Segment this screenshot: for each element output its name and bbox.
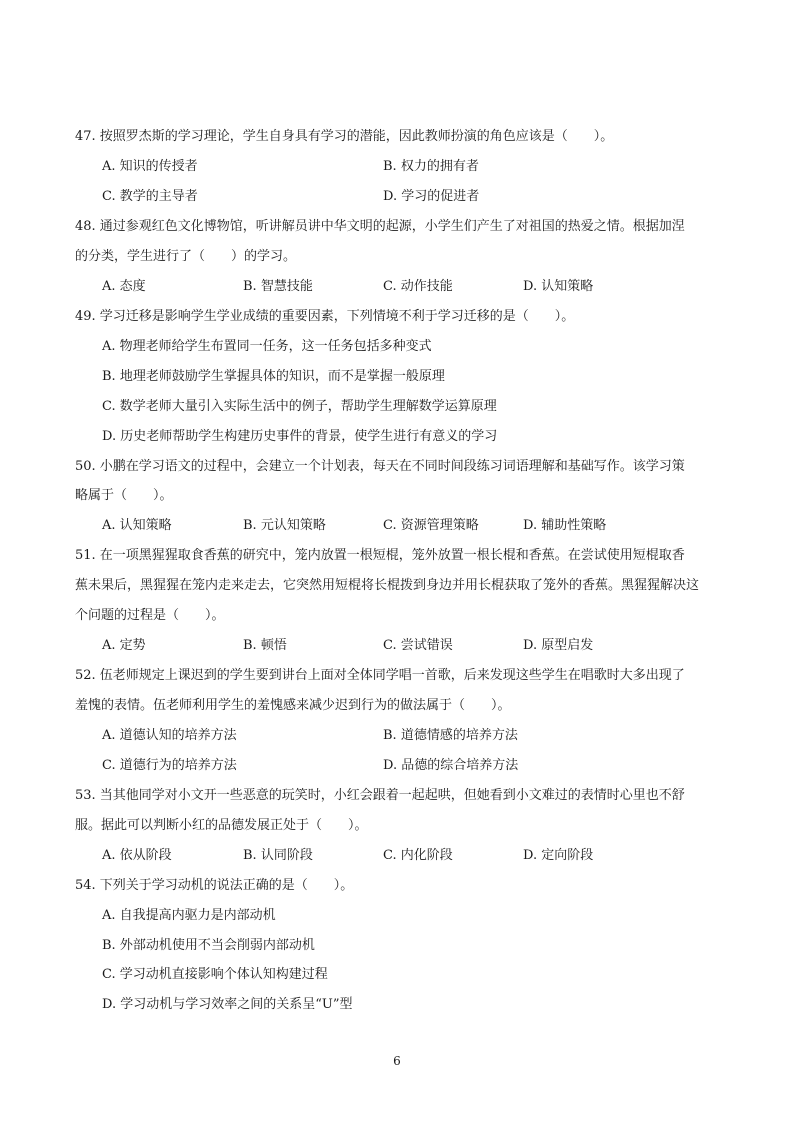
question-stem: 50. 小鹏在学习语文的过程中，会建立一个计划表，每天在不同时间段练习词语理解和基础写作。该学习策 (75, 459, 685, 474)
question-stem: 49. 学习迁移是影响学生学业成绩的重要因素，下列情境不利于学习迁移的是（ ）。 (75, 309, 575, 324)
option-d: D. 品德的综合培养方法 (383, 758, 519, 773)
question-stem: 羞愧的表情。伍老师利用学生的羞愧感来减少迟到行为的做法属于（ ）。 (75, 698, 511, 713)
option-d: D. 定向阶段 (523, 848, 594, 863)
question-stem: 52. 伍老师规定上课迟到的学生要到讲台上面对全体同学唱一首歌，后来发现这些学生在唱歌时大多出现了 (75, 668, 685, 683)
question-stem: 的分类，学生进行了（ ）的学习。 (75, 249, 297, 264)
question-stem: 53. 当其他同学对小文开一些恶意的玩笑时，小红会跟着一起起哄，但她看到小文难过的表情时心里也不舒 (75, 788, 685, 803)
option-b: B. 元认知策略 (243, 518, 326, 533)
question-stem: 51. 在一项黑猩猩取食香蕉的研究中，笼内放置一根短棍，笼外放置一根长棍和香蕉。在尝试使用短棍取香 (75, 548, 685, 563)
option-d: D. 学习动机与学习效率之间的关系呈“U”型 (102, 997, 353, 1012)
option-a: A. 定势 (102, 638, 146, 653)
option-d: D. 认知策略 (523, 279, 594, 294)
option-c: C. 尝试错误 (383, 638, 453, 653)
option-b: B. 顿悟 (243, 638, 287, 653)
option-a: A. 依从阶段 (102, 848, 172, 863)
option-a: A. 物理老师给学生布置同一任务，这一任务包括多种变式 (102, 339, 432, 354)
option-b: B. 外部动机使用不当会削弱内部动机 (102, 938, 315, 953)
option-c: C. 道德行为的培养方法 (102, 758, 237, 773)
option-c: C. 资源管理策略 (383, 518, 479, 533)
question-stem: 54. 下列关于学习动机的说法正确的是（ ）。 (75, 878, 354, 893)
option-a: A. 自我提高内驱力是内部动机 (102, 908, 276, 923)
option-b: B. 道德情感的培养方法 (383, 728, 518, 743)
question-stem: 47. 按照罗杰斯的学习理论，学生自身具有学习的潜能，因此教师扮演的角色应该是（ ）。 (75, 129, 614, 144)
option-b: B. 地理老师鼓励学生掌握具体的知识，而不是掌握一般原理 (102, 369, 445, 384)
option-b: B. 认同阶段 (243, 848, 313, 863)
option-b: B. 智慧技能 (243, 279, 313, 294)
option-c: C. 学习动机直接影响个体认知构建过程 (102, 967, 328, 982)
option-a: A. 认知策略 (102, 518, 172, 533)
question-stem: 48. 通过参观红色文化博物馆，听讲解员讲中华文明的起源，小学生们产生了对祖国的热爱之情。根据加涅 (75, 219, 685, 234)
option-a: A. 态度 (102, 279, 146, 294)
option-c: C. 教学的主导者 (102, 189, 198, 204)
question-stem: 略属于（ ）。 (75, 488, 173, 503)
option-a: A. 知识的传授者 (102, 159, 198, 174)
question-stem: 服。据此可以判断小红的品德发展正处于（ ）。 (75, 818, 368, 833)
option-c: C. 内化阶段 (383, 848, 453, 863)
question-stem: 个问题的过程是（ ）。 (75, 608, 225, 623)
option-a: A. 道德认知的培养方法 (102, 728, 237, 743)
option-c: C. 动作技能 (383, 279, 453, 294)
page-number: 6 (393, 1054, 401, 1068)
question-stem: 蕉未果后，黑猩猩在笼内走来走去，它突然用短棍将长棍拨到身边并用长棍获取了笼外的香蕉。黑猩猩解决这 (75, 578, 700, 593)
option-d: D. 学习的促进者 (383, 189, 480, 204)
option-c: C. 数学老师大量引入实际生活中的例子，帮助学生理解数学运算原理 (102, 399, 497, 414)
option-b: B. 权力的拥有者 (383, 159, 479, 174)
option-d: D. 历史老师帮助学生构建历史事件的背景，使学生进行有意义的学习 (102, 429, 498, 444)
option-d: D. 原型启发 (523, 638, 594, 653)
option-d: D. 辅助性策略 (523, 518, 607, 533)
